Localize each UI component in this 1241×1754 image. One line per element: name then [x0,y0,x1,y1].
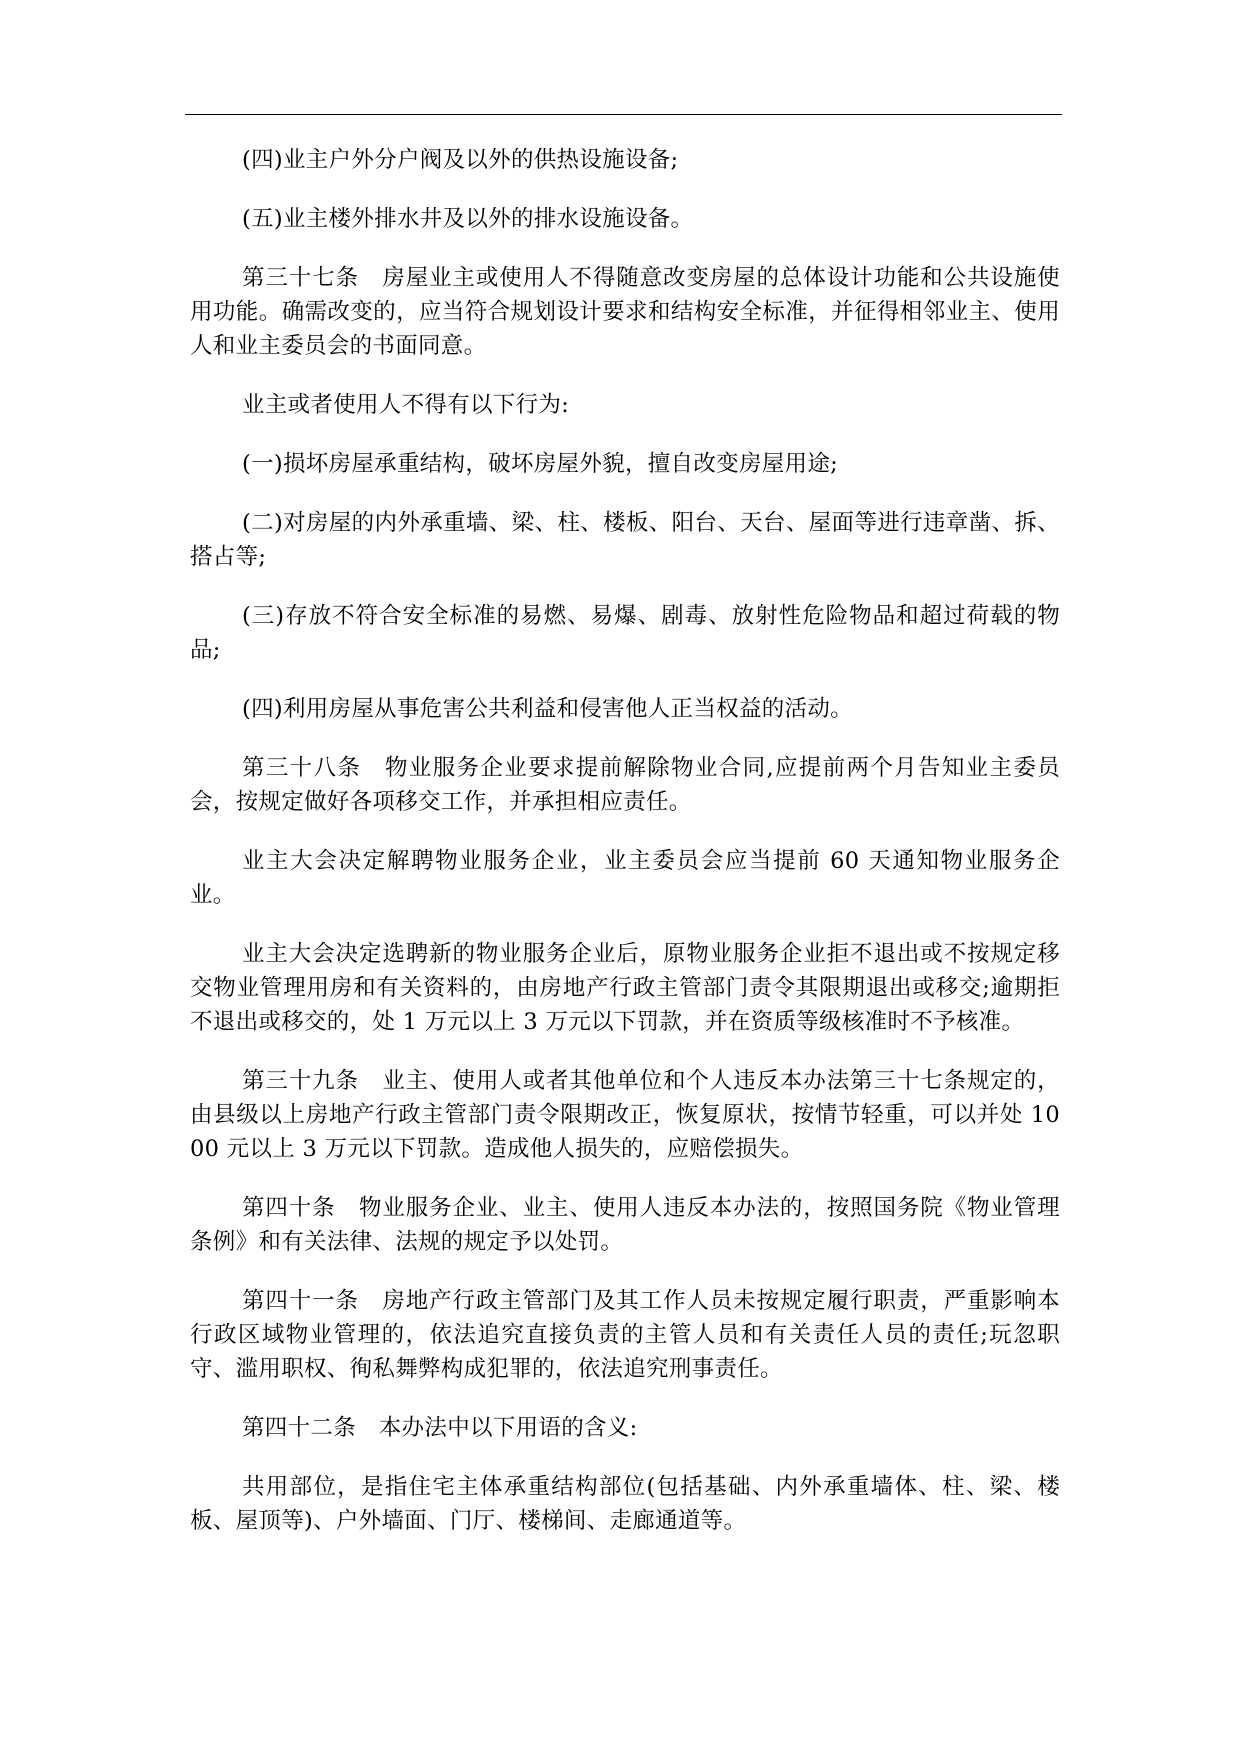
paragraph: 第三十八条 物业服务企业要求提前解除物业合同,应提前两个月告知业主委员会，按规定做好各项移交工作，并承担相应责任。 [190,755,1060,815]
paragraph: (四)业主户外分户阀及以外的供热设施设备; [242,147,679,173]
paragraph: 第四十一条 房地产行政主管部门及其工作人员未按规定履行职责，严重影响本行政区域物业管理的，依法追究直接负责的主管人员和有关责任人员的责任;玩忽职守、滥用职权、徇私舞弊构成犯罪的，依法追究刑事责任。 [190,1288,1060,1382]
paragraph: 第三十七条 房屋业主或使用人不得随意改变房屋的总体设计功能和公共设施使用功能。确需改变的，应当符合规划设计要求和结构安全标准，并征得相邻业主、使用人和业主委员会的书面同意。 [190,265,1060,359]
paragraph: (三)存放不符合安全标准的易燃、易爆、剧毒、放射性危险物品和超过荷载的物品; [190,603,1060,663]
paragraph: (四)利用房屋从事危害公共利益和侵害他人正当权益的活动。 [242,696,853,722]
paragraph: 业主或者使用人不得有以下行为: [242,392,570,418]
paragraph: 业主大会决定解聘物业服务企业，业主委员会应当提前 60 天通知物业服务企业。 [190,848,1060,908]
header-rule [185,114,1062,115]
document-body [190,143,1060,1563]
paragraph: 第三十九条 业主、使用人或者其他单位和个人违反本办法第三十七条规定的，由县级以上房地产行政主管部门责令限期改正，恢复原状，按情节轻重，可以并处 1000 元以上 3 万元以下罚款。造成他人损失的，应赔偿损失。 [190,1068,1060,1162]
paragraph: (一)损坏房屋承重结构，破坏房屋外貌，擅自改变房屋用途; [242,451,839,477]
paragraph: (五)业主楼外排水井及以外的排水设施设备。 [242,206,694,232]
paragraph: 第四十二条 本办法中以下用语的含义: [242,1415,638,1441]
paragraph: 第四十条 物业服务企业、业主、使用人违反本办法的，按照国务院《物业管理条例》和有关法律、法规的规定予以处罚。 [190,1195,1060,1255]
paragraph: (二)对房屋的内外承重墙、梁、柱、楼板、阳台、天台、屋面等进行违章凿、拆、搭占等; [190,510,1060,570]
paragraph: 共用部位，是指住宅主体承重结构部位(包括基础、内外承重墙体、柱、梁、楼板、屋顶等)、户外墙面、门厅、楼梯间、走廊通道等。 [190,1474,1060,1534]
paragraph: 业主大会决定选聘新的物业服务企业后，原物业服务企业拒不退出或不按规定移交物业管理用房和有关资料的，由房地产行政主管部门责令其限期退出或移交;逾期拒不退出或移交的，处 1 万元以上 3 万元以下罚款，并在资质等级核准时不予核准。 [190,941,1060,1035]
